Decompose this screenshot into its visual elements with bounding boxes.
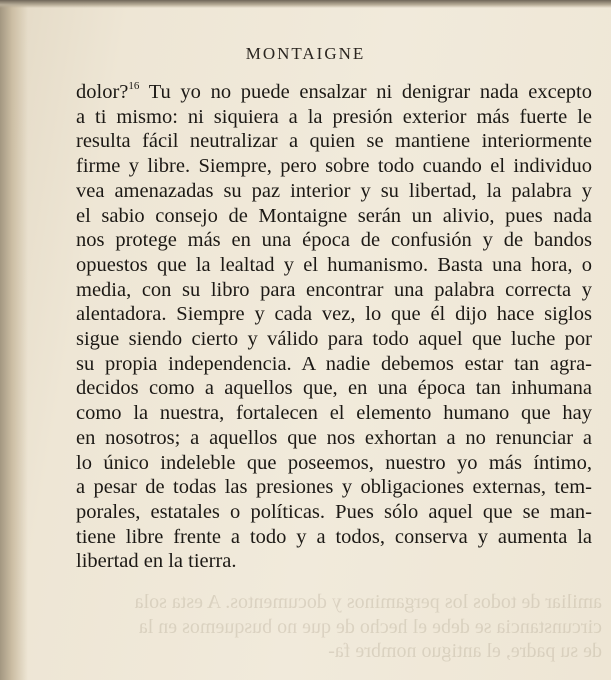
text-line: firme y libre. Siempre, pero sobre todo cuando el individuo — [76, 155, 592, 178]
text-line: en nosotros; a aquellos que nos exhortan a no renunciar a — [76, 426, 592, 449]
text-line: a ti mismo: ni siquiera a la presión exterior más fuerte le — [76, 105, 592, 128]
text-line: porales, estatales o políticas. Pues sólo aquel que se man- — [76, 500, 592, 523]
page-gutter-shadow — [0, 0, 28, 680]
text-line: alentadora. Siempre y cada vez, lo que él dijo hace siglos — [76, 303, 592, 326]
text-line-rest: Tu yo no puede ensalzar ni denigrar nada excepto — [139, 81, 592, 103]
text-line: a pesar de todas las presiones y obligaciones externas, tem- — [76, 476, 592, 499]
text-line: media, con su libro para encontrar una palabra correcta y — [76, 278, 592, 301]
text-line: como la nuestra, fortalecen el elemento humano que hay — [76, 402, 592, 425]
show-through-text: amiliar de todos los pergaminos y documentos. A esta sola circunstancia se debe el hecho de que no busquemos en la de su padre, el antiguo nombre fa- — [134, 591, 602, 663]
text-line — [76, 80, 592, 105]
text-line: el sabio consejo de Montaigne serán un alivio, pues nada — [76, 204, 592, 227]
text-line-start: dolor? — [76, 81, 129, 103]
text-line-last: libertad en la tierra. — [76, 550, 237, 573]
text-line: lo único indeleble que poseemos, nuestro yo más íntimo, — [76, 451, 592, 474]
body-text — [76, 80, 592, 574]
text-line: opuestos que la lealtad y el humanismo. Basta una hora, o — [76, 253, 592, 276]
text-line: resulta fácil neutralizar a quien se mantiene interiormente — [76, 130, 592, 153]
text-line: nos protege más en una época de confusión y de bandos — [76, 229, 592, 252]
text-line: su propia independencia. A nadie debemos estar tan agra- — [76, 352, 592, 375]
page-top-edge — [0, 0, 611, 8]
text-line: tiene libre frente a todo y a todos, conserva y aumenta la — [76, 525, 592, 548]
text-line: decidos como a aquellos que, en una época tan inhumana — [76, 377, 592, 400]
footnote-marker[interactable]: 16 — [128, 80, 140, 92]
text-line: vea amenazadas su paz interior y su libertad, la palabra y — [76, 179, 592, 202]
text-line: sigue siendo cierto y válido para todo aquel que luche por — [76, 328, 592, 351]
running-head: MONTAIGNE — [245, 44, 366, 63]
